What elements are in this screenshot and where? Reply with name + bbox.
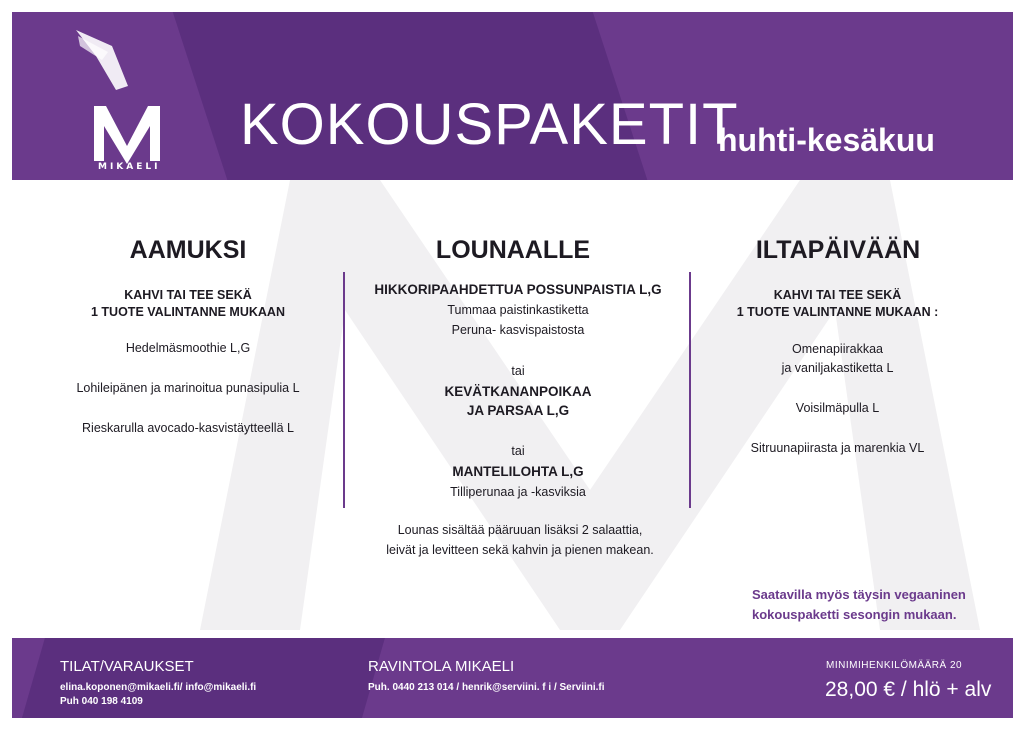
price: 28,00 € / hlö + alv [825,678,992,701]
vegan-note-line2: kokouspaketti sesongin mukaan. [752,607,957,622]
bookings-phone: Puh 040 198 4109 [60,696,143,707]
bookings-heading: TILAT/VARAUKSET [60,658,194,675]
afternoon-item1-line2: ja vaniljakastiketta L [781,361,894,375]
vegan-note [752,585,966,625]
logo-wordmark: MIKAELI [98,162,161,172]
lunch-dish2-title-line2: JA PARSAA L,G [466,403,570,418]
lunch-dish1-line1: Tummaa paistinkastiketta [447,303,589,317]
restaurant-contact: Puh. 0440 213 014 / henrik@serviini. f i / Serviini.fi [368,682,605,693]
lunch-dish3-line1: Tilliperunaa ja -kasviksia [450,485,586,499]
footer-band [12,638,1013,718]
afternoon-item-2: Voisilmäpulla L [795,401,880,415]
column-divider-left [343,272,345,508]
mikaeli-logo-icon [72,26,182,176]
lunch-heading: LOUNAALLE [435,236,591,264]
afternoon-item1-line1: Omenapiirakkaa [791,342,883,356]
morning-item-2: Lohileipänen ja marinoitua punasipulia L [76,381,300,395]
lunch-dish3-title: MANTELILOHTA L,G [452,464,584,479]
page-title: KOKOUSPAKETIT [240,92,739,157]
lunch-or-2: tai [511,444,525,458]
afternoon-heading: ILTAPÄIVÄÄN [755,236,921,264]
morning-heading: AAMUKSI [129,236,247,264]
lunch-or-1: tai [511,364,525,378]
lunch-note-line1: Lounas sisältää pääruuan lisäksi 2 salaattia, [397,523,643,537]
lunch-dish2-title-line1: KEVÄTKANANPOIKAA [444,384,592,399]
morning-intro-line1: KAHVI TAI TEE SEKÄ [124,288,252,302]
afternoon-intro-line2: 1 TUOTE VALINTANNE MUKAAN : [736,305,939,319]
lunch-dish1-line2: Peruna- kasvispaistosta [451,323,585,337]
afternoon-item-3: Sitruunapiirasta ja marenkia VL [750,441,925,455]
afternoon-intro-line1: KAHVI TAI TEE SEKÄ [773,288,902,302]
column-divider-right [689,272,691,508]
lunch-dish1-title: HIKKORIPAAHDETTUA POSSUNPAISTIA L,G [374,282,662,297]
header-band [12,12,1013,180]
morning-item-3: Rieskarulla avocado-kasvistäytteellä L [82,421,294,435]
restaurant-heading: RAVINTOLA MIKAELI [368,658,515,675]
morning-item-1: Hedelmäsmoothie L,G [125,341,251,355]
bookings-email: elina.koponen@mikaeli.fi/ info@mikaeli.fi [60,682,257,693]
lunch-note-line2: leivät ja levitteen sekä kahvin ja pienen makean. [386,543,654,557]
morning-intro-line2: 1 TUOTE VALINTANNE MUKAAN [91,305,285,319]
page-subtitle: huhti-kesäkuu [718,122,935,158]
minimum-guests: MINIMIHENKILÖMÄÄRÄ 20 [826,660,963,671]
vegan-note-line1: Saatavilla myös täysin vegaaninen [752,587,966,602]
